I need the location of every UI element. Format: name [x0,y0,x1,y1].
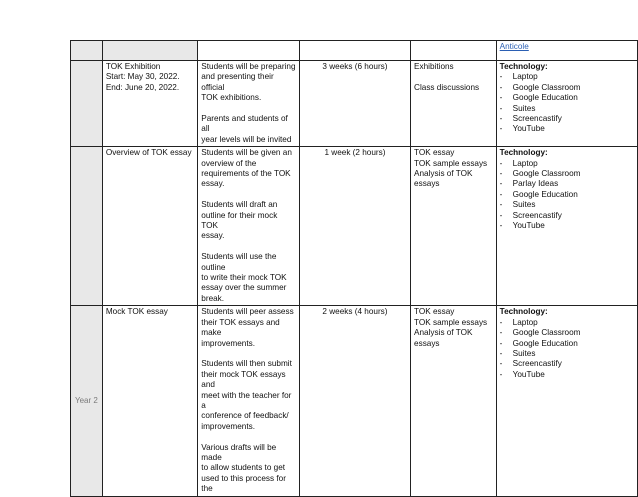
year-cell [71,306,103,496]
year-label [71,221,102,231]
unit-text: Start: May 30, 2022. [105,72,180,82]
assessment-text: TOK essay [414,148,455,158]
assessment-text: Analysis of TOK essays [414,169,475,189]
duration-text: 1 week (2 hours) [324,148,386,158]
table-row [71,306,638,496]
description-text: used to this process for the [201,473,289,494]
description-text: their mock TOK essays and [201,369,288,390]
table-row-header [71,41,638,61]
unit-cell [102,61,197,147]
resource-item: - Suites [500,200,634,210]
paragraph-gap [201,242,296,252]
resources-cell [496,61,637,147]
description-text: Students will draft an [201,200,278,210]
resource-item: - Suites [500,349,634,359]
anticole-link[interactable]: Anticole [499,42,529,51]
description-text: to write their mock TOK [201,273,287,283]
table-row [71,147,638,306]
description-text: TOK exhibitions. [201,93,262,103]
description-text: conference of feedback/ [201,411,289,421]
resource-item: - Suites [500,104,634,114]
description-text: year levels will be invited [201,134,292,144]
resources-cell [496,306,637,496]
description-text: and presenting their official [201,72,276,92]
description-cell-empty [198,41,300,61]
unit-cell [102,147,197,306]
assessment-cell [411,61,497,147]
assessment-cell-empty [411,41,497,61]
resources-title: Technology: [499,307,548,317]
description-text: Students will be given an [201,148,292,158]
resource-item: - Laptop [500,72,634,82]
assessment-text: Class discussions [414,82,480,92]
description-text: Students will be preparing [201,62,296,71]
resource-item: - Laptop [500,318,634,328]
resource-item: - YouTube [500,124,634,134]
resource-item: - YouTube [500,221,634,231]
paragraph-gap [414,72,493,82]
year-label [71,98,102,108]
resources-cell-link [496,41,637,61]
description-cell [198,61,300,147]
description-text: meet with the teacher for a [201,390,294,410]
table-row [71,61,638,147]
duration-cell [299,306,410,496]
assessment-text: TOK sample essays [414,158,488,168]
resources-title: Technology: [499,148,548,158]
duration-text: 2 weeks (4 hours) [322,307,388,317]
description-text: overview of the [201,158,257,168]
unit-text: Mock TOK essay [105,307,168,317]
resource-item: - Google Education [500,93,634,103]
assessment-text: TOK sample essays [414,317,488,327]
year-cell [71,61,103,147]
description-text: Parents and students of all [201,114,291,134]
duration-text: 3 weeks (6 hours) [322,62,388,71]
assessment-cell [411,147,497,306]
description-text: their TOK essays and make [201,317,283,338]
duration-cell [299,147,410,306]
assessment-text: TOK essay [414,307,455,317]
unit-text: Overview of TOK essay [105,148,192,158]
resource-item: - Screencastify [500,114,634,124]
year-cell-empty [71,41,103,61]
unit-cell [102,306,197,496]
resource-item: - Screencastify [500,359,634,369]
description-text: improvements. [201,421,255,431]
description-text: to allow students to get [201,463,286,473]
paragraph-gap [201,349,296,359]
paragraph-gap [201,104,296,114]
year-label: Year 2 [75,395,98,405]
duration-cell-empty [299,41,410,61]
resource-item: - Google Classroom [500,169,634,179]
description-text: Various drafts will be made [201,442,279,462]
unit-text: TOK Exhibition [105,62,161,71]
resources-cell [496,147,637,306]
description-text: break. [201,293,225,303]
description-text: Students will use the outline [201,252,279,272]
resource-item: - Google Classroom [500,83,634,93]
description-cell [198,306,300,496]
description-text: Students will then submit [201,359,292,369]
resource-item: - Parlay Ideas [500,179,634,189]
year-cell [71,147,103,306]
assessment-text: Analysis of TOK essays [414,328,475,348]
paragraph-gap [201,432,296,442]
assessment-text: Exhibitions [414,62,454,71]
curriculum-table [70,40,638,497]
description-text: essay. [201,231,225,241]
unit-cell-empty [102,41,197,61]
resource-item: - Google Education [500,339,634,349]
resource-item: - YouTube [500,370,634,380]
resources-title: Technology: [499,62,548,71]
description-text: Students will peer assess [201,307,294,317]
paragraph-gap [201,190,296,200]
unit-text: End: June 20, 2022. [105,82,180,92]
assessment-cell [411,306,497,496]
description-cell [198,147,300,306]
description-text: requirements of the TOK [201,169,291,179]
resource-item: - Google Education [500,190,634,200]
description-text: outline for their mock TOK [201,210,280,231]
resource-item: - Screencastify [500,211,634,221]
description-text: improvements. [201,338,255,348]
resource-item: - Laptop [500,159,634,169]
description-text: essay over the summer [201,283,287,293]
description-text: essay. [201,179,225,189]
duration-cell [299,61,410,147]
resource-item: - Google Classroom [500,328,634,338]
